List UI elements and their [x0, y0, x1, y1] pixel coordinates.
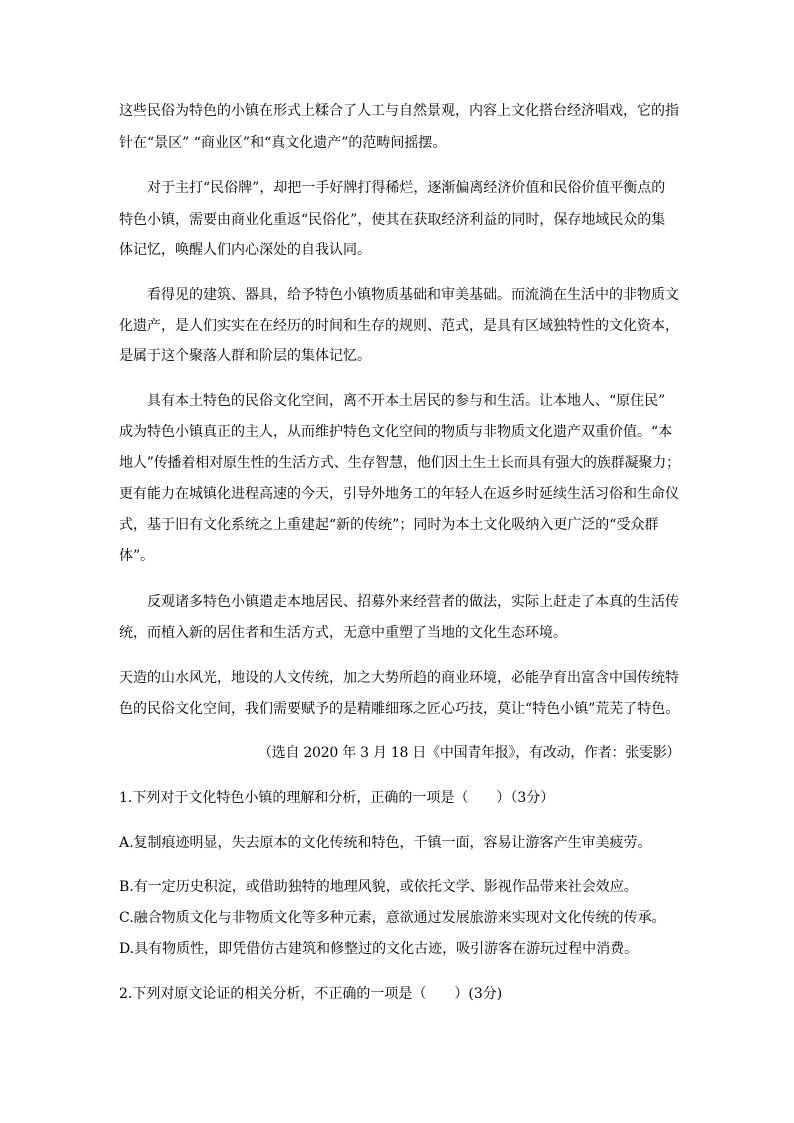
question-1-option-c: C.融合物质文化与非物质文化等多种元素，意欲通过发展旅游来实现对文化传统的传承。 [119, 910, 666, 926]
paragraph-2-line-3: 体记忆，唤醒人们内心深处的自我认同。 [119, 242, 371, 258]
paragraph-4-line-4: 更有能力在城镇化进程高速的今天，引导外地务工的年轻人在返乡时延续生活习俗和生命仪 [119, 486, 679, 502]
paragraph-4-line-2: 成为特色小镇真正的主人，从而维护特色文化空间的物质与非物质文化遗产双重价值。“本 [119, 424, 673, 440]
paragraph-1-line-2: 针在“景区” “商业区”和“真文化遗产”的范畴间摇摆。 [119, 135, 447, 151]
question-1-option-b: B.有一定历史积淀，或借助独特的地理风貌，或依托文学、影视作品带来社会效应。 [119, 879, 638, 895]
paragraph-4-line-1: 具有本土特色的民俗文化空间，离不开本土居民的参与和生活。让本地人、“原住民” [147, 393, 666, 409]
paragraph-3-line-3: 是属于这个聚落人群和阶层的集体记忆。 [119, 348, 371, 364]
paragraph-2-line-1: 对于主打“民俗牌”，却把一手好牌打得稀烂，逐渐偏离经济价值和民俗价值平衡点的 [147, 180, 666, 196]
paragraph-6-line-2: 色的民俗文化空间，我们需要赋予的是精雕细琢之匠心巧技，莫让“特色小镇”荒芜了特色。 [119, 701, 680, 717]
question-1-stem: 1.下列对于文化特色小镇的理解和分析，正确的一项是（ ）（3分） [119, 790, 555, 806]
paragraph-4-line-3: 地人”传播着相对原生性的生活方式、生存智慧，他们因土生土长而具有强大的族群凝聚力； [119, 455, 681, 471]
paragraph-5-line-1: 反观诸多特色小镇遣走本地居民、招募外来经营者的做法，实际上赶走了本真的生活传 [147, 594, 679, 610]
paragraph-6-line-1: 天造的山水风光，地设的人文传统，加之大势所趋的商业环境，必能孕育出富含中国传统特 [119, 670, 679, 686]
paragraph-3-line-2: 化遗产，是人们实实在在经历的时间和生存的规则、范式，是具有区域独特性的文化资本， [119, 318, 679, 334]
paragraph-1-line-1: 这些民俗为特色的小镇在形式上糅合了人工与自然景观，内容上文化搭台经济唱戏，它的指 [119, 103, 679, 119]
paragraph-4-line-5: 式，基于旧有文化系统之上重建起“新的传统”；同时为本土文化吸纳入更广泛的“受众群 [119, 517, 659, 533]
paragraph-5-line-2: 统，而植入新的居住者和生活方式，无意中重塑了当地的文化生态环境。 [119, 625, 567, 641]
question-1-option-d: D.具有物质性，即凭借仿古建筑和修整过的文化古迹，吸引游客在游玩过程中消费。 [119, 941, 639, 957]
paragraph-4-line-6: 体”。 [119, 548, 155, 564]
source-citation: （选自 2020 年 3 月 18 日《中国青年报》，有改动，作者：张雯影） [258, 745, 681, 761]
paragraph-3-line-1: 看得见的建筑、器具，给予特色小镇物质基础和审美基础。而流淌在生活中的非物质文 [147, 287, 679, 303]
question-2-stem: 2.下列对原文论证的相关分析，不正确的一项是（ ）(3分) [119, 986, 503, 1002]
question-1-option-a: A.复制痕迹明显，失去原本的文化传统和特色，千镇一面，容易让游客产生审美疲劳。 [119, 835, 652, 851]
paragraph-2-line-2: 特色小镇，需要由商业化重返“民俗化”，使其在获取经济利益的同时，保存地域民众的集 [119, 212, 666, 228]
